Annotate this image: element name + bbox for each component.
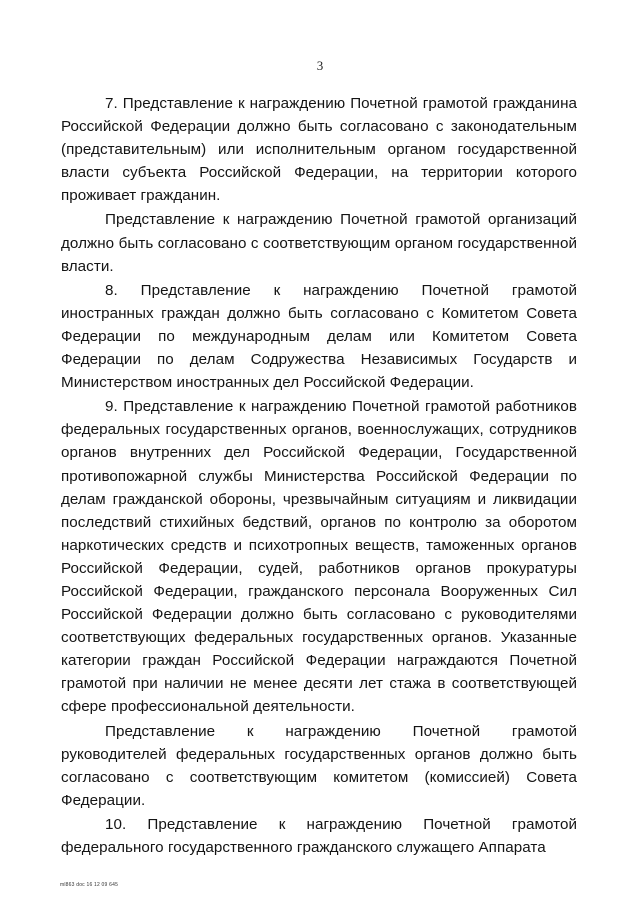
paragraph-9-heads: Представление к награждению Почетной грамотой руководителей федеральных государственных органов должно быть согласовано с соответствующим комитетом (комиссией) Совета Федерации. bbox=[61, 722, 577, 809]
paragraph-7-organizations: Представление к награждению Почетной грамотой организаций должно быть согласовано с соответствующим органом государственной власти. bbox=[61, 211, 577, 275]
paragraph-9: 9. Представление к награждению Почетной грамотой работников федеральных государственных органов, военнослужащих, сотрудников органов внутренних дел Российской Федерации, Государственной противопожарной службы Министерства Российской Федерации по делам гражданской обороны, чрезвычайным ситуациям и ликвидации последствий стихийных бедствий, органов по контролю за оборотом наркотических средств и психотропных веществ, таможенных органов Российской Федерации, судей, работников органов прокуратуры Российской Федерации, гражданского персонала Вооруженных Сил Российской Федерации должно быть согласовано с руководителями соответствующих федеральных государственных органов. Указанные категории граждан Российской Федерации награждаются Почетной грамотой при наличии не менее десяти лет стажа в соответствующей сфере профессиональной деятельности. bbox=[61, 398, 577, 716]
footer-document-code: ml863 doc 16 12 09 645 bbox=[60, 882, 119, 888]
paragraph-10: 10. Представление к награждению Почетной грамотой федерального государственного гражданского служащего Аппарата bbox=[61, 815, 577, 856]
paragraph-8: 8. Представление к награждению Почетной грамотой иностранных граждан должно быть согласовано с Комитетом Совета Федерации по международным делам или Комитетом Совета Федерации по делам Содружества Независимых Государств и Министерством иностранных дел Российской Федерации. bbox=[61, 281, 577, 392]
document-body bbox=[61, 92, 577, 860]
paragraph-7: 7. Представление к награждению Почетной грамотой гражданина Российской Федерации должно быть согласовано с законодательным (представительным) или исполнительным органом государственной власти субъекта Российской Федерации, на территории которого проживает гражданин. bbox=[61, 95, 577, 205]
page-number: 3 bbox=[316, 58, 324, 73]
